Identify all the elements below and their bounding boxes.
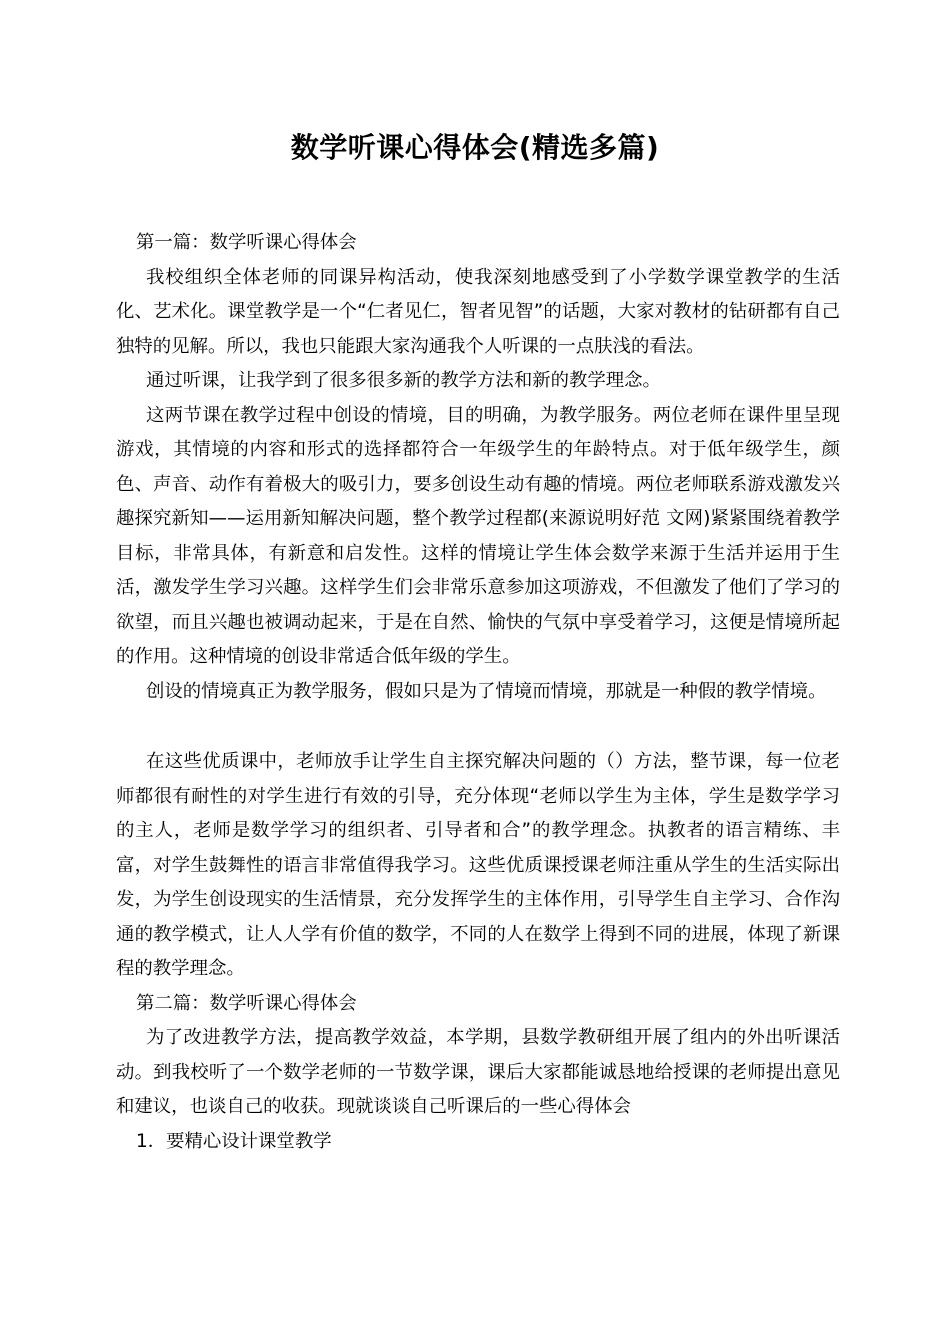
document-body xyxy=(116,226,840,1159)
section-heading: 第一篇：数学听课心得体会 xyxy=(136,232,357,253)
paragraph: 在这些优质课中，老师放手让学生自主探究解决问题的（）方法，整节课，每一位老师都很有耐性的对学生进行有效的引导，充分体现“老师以学生为主体，学生是数学学习的主人，老师是数学学习的组织者、引导者和合”的教学理念。执教者的语言精练、丰富，对学生鼓舞性的语言非常值得我学习。这些优质课授课老师注重从学生的生活实际出发，为学生创设现实的生活情景，充分发挥学生的主体作用，引导学生自主学习、合作沟通的教学模式，让人人学有价值的数学，不同的人在数学上得到不同的进展，体现了新课程的教学理念。 xyxy=(116,751,840,979)
paragraph: 这两节课在教学过程中创设的情境，目的明确，为教学服务。两位老师在课件里呈现游戏，其情境的内容和形式的选择都符合一年级学生的年龄特点。对于低年级学生，颜色、声音、动作有着极大的吸引力，要多创设生动有趣的情境。两位老师联系游戏激发兴趣探究新知——运用新知解决问题，整个教学过程都(来源说明好范 文网)紧紧围绕着教学目标，非常具体，有新意和启发性。这样的情境让学生体会数学来源于生活并运用于生活，激发学生学习兴趣。这样学生们会非常乐意参加这项游戏，不但激发了他们了学习的欲望，而且兴趣也被调动起来，于是在自然、愉快的气氛中享受着学习，这便是情境所起的作用。这种情境的创设非常适合低年级的学生。 xyxy=(116,404,840,667)
paragraph: 创设的情境真正为教学服务，假如只是为了情境而情境，那就是一种假的教学情境。 xyxy=(146,680,827,702)
paragraph: 我校组织全体老师的同课异构活动，使我深刻地感受到了小学数学课堂教学的生活化、艺术化。课堂教学是一个“仁者见仁，智者见智”的话题，大家对教材的钻研都有自己独特的见解。所以，我也只能跟大家沟通我个人听课的一点肤浅的看法。 xyxy=(116,266,840,357)
section-heading: 第二篇：数学听课心得体会 xyxy=(136,992,357,1014)
list-item: 1．要精心设计课堂教学 xyxy=(136,1130,332,1152)
document-title: 数学听课心得体会(精选多篇) xyxy=(290,131,660,164)
blank-line xyxy=(116,709,840,745)
paragraph: 通过听课，让我学到了很多很多新的教学方法和新的教学理念。 xyxy=(146,370,661,391)
paragraph: 为了改进教学方法，提高教学效益，本学期，县数学教研组开展了组内的外出听课活动。到我校听了一个数学老师的一节数学课，课后大家都能诚恳地给授课的老师提出意见和建议，也谈自己的收获。现就谈谈自己听课后的一些心得体会 xyxy=(116,1027,840,1117)
